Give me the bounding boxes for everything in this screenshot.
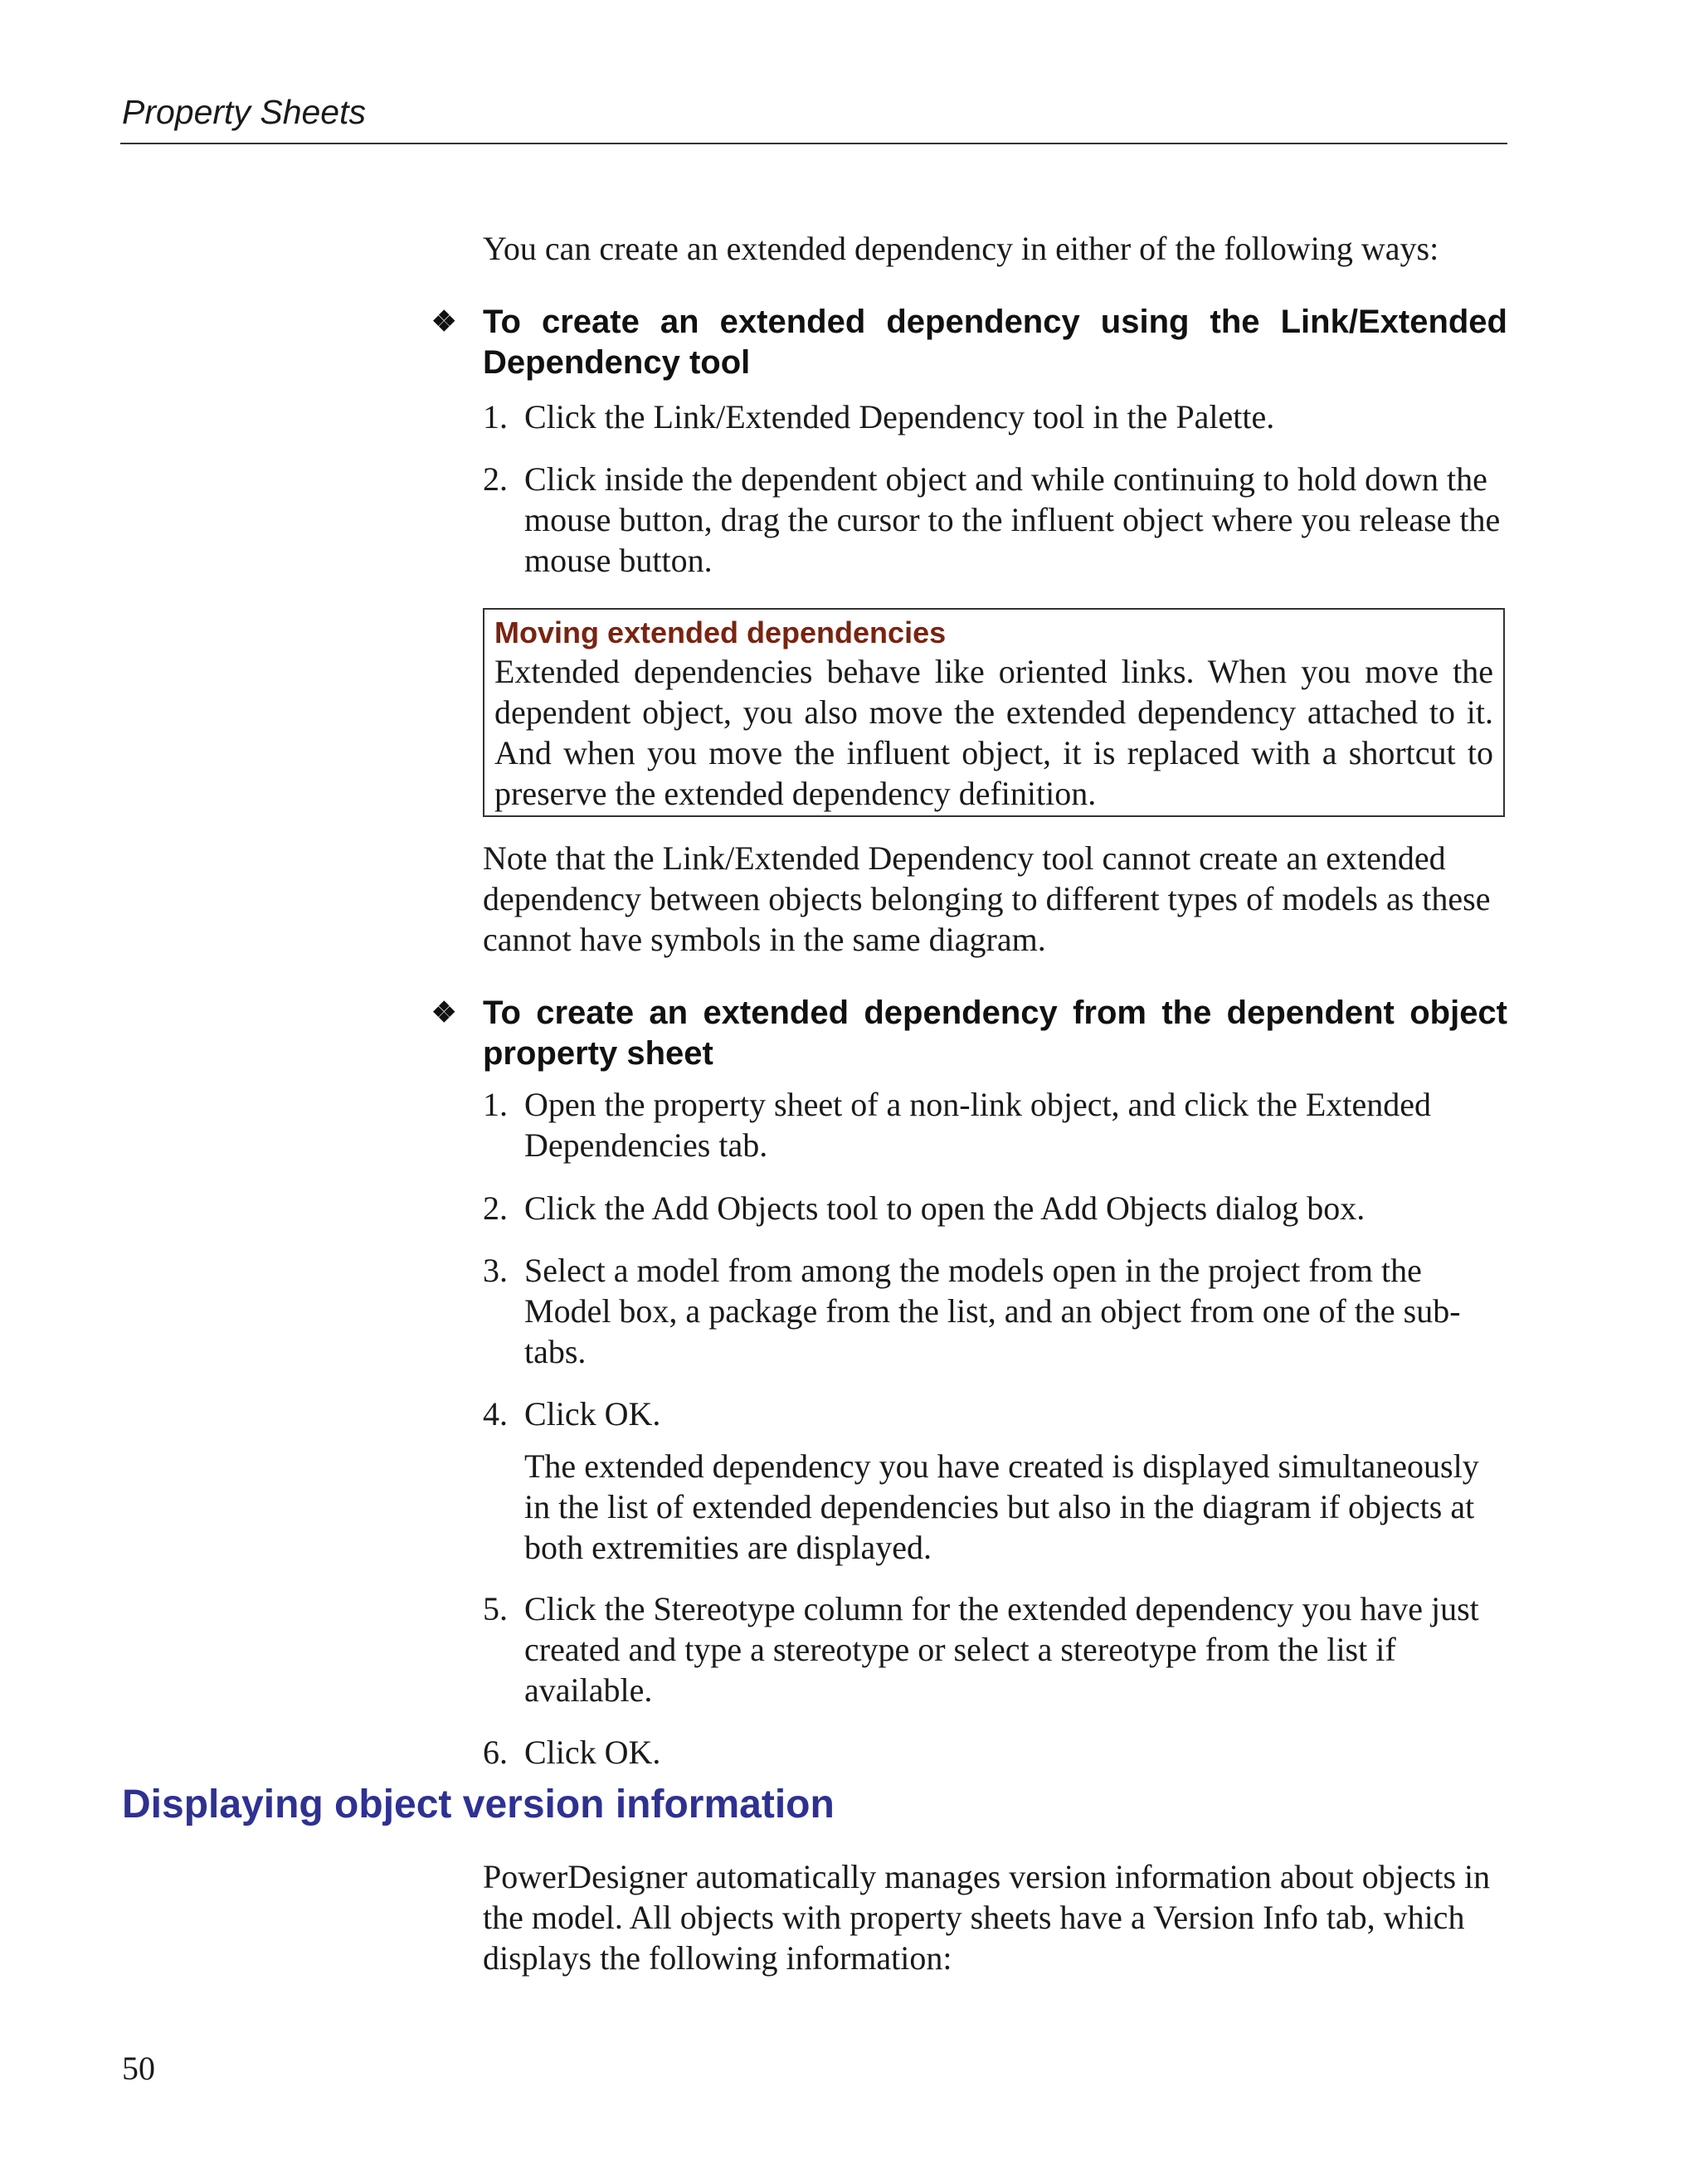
step-text: Click the Add Objects tool to open the Add Objects dialog box.	[524, 1189, 1366, 1227]
procedure-bullet-icon: ❖	[431, 997, 457, 1029]
intro-paragraph: You can create an extended dependency in either of the following ways:	[483, 230, 1439, 267]
procedure2-step-3	[483, 1250, 1507, 1372]
header-rule	[120, 143, 1507, 144]
step-text: Click OK.	[524, 1395, 661, 1432]
step-number: 2.	[483, 1189, 508, 1227]
step-number: 6.	[483, 1734, 508, 1771]
procedure-bullet-icon: ❖	[431, 306, 457, 338]
step-number: 4.	[483, 1395, 508, 1432]
note-box	[483, 608, 1505, 817]
step-text: Click inside the dependent object and while continuing to hold down the mouse button, drag the cursor to the influent object where you release the mouse button.	[524, 460, 1501, 579]
section-paragraph: PowerDesigner automatically manages version information about objects in the model. All objects with property sheets have a Version Info tab, which displays the following information:	[483, 1858, 1491, 1977]
page-number: 50	[122, 2050, 155, 2087]
note-body: Extended dependencies behave like oriented links. When you move the dependent object, you also move the extended dependency attached to it. And when you move the influent object, it is replaced with a shortcut to preserve the extended dependency definition.	[494, 653, 1493, 812]
procedure1-heading	[431, 302, 1507, 383]
step-number: 2.	[483, 460, 508, 498]
step-number: 3.	[483, 1252, 508, 1289]
after-note-paragraph: Note that the Link/Extended Dependency tool cannot create an extended dependency between objects belonging to different types of models as these cannot have symbols in the same diagram.	[483, 839, 1491, 958]
note-title: Moving extended dependencies	[494, 615, 947, 649]
step-number: 5.	[483, 1590, 508, 1627]
procedure2-step-4-note: The extended dependency you have created is displayed simultaneously in the list of extended dependencies but also in the diagram if objects at both extremities are displayed.	[524, 1447, 1479, 1566]
section-heading: Displaying object version information	[122, 1783, 835, 1826]
procedure1-heading-text: To create an extended dependency using the Link/Extended Dependency tool	[483, 304, 1507, 381]
procedure2-step-6	[483, 1732, 1507, 1773]
step-number: 1.	[483, 1086, 508, 1123]
step-text: Click the Link/Extended Dependency tool in the Palette.	[524, 398, 1275, 435]
procedure1-step-2	[483, 459, 1507, 581]
step-text: Click the Stereotype column for the extended dependency you have just created and type a stereotype or select a stereotype from the list if available.	[524, 1590, 1479, 1709]
page-header-title: Property Sheets	[122, 93, 366, 131]
procedure2-step-4	[483, 1394, 1507, 1434]
step-number: 1.	[483, 398, 508, 435]
step-text: Select a model from among the models open in the project from the Model box, a package from the list, and an object from one of the sub-tabs.	[524, 1252, 1461, 1370]
procedure2-step-1	[483, 1084, 1507, 1165]
procedure2-heading	[431, 993, 1507, 1074]
procedure1-step-1	[483, 396, 1507, 437]
step-text: Click OK.	[524, 1734, 661, 1771]
step-text: Open the property sheet of a non-link object, and click the Extended Dependencies tab.	[524, 1086, 1431, 1164]
procedure2-heading-text: To create an extended dependency from the dependent object property sheet	[483, 995, 1507, 1072]
procedure2-step-2	[483, 1188, 1507, 1228]
procedure2-step-5	[483, 1588, 1507, 1710]
